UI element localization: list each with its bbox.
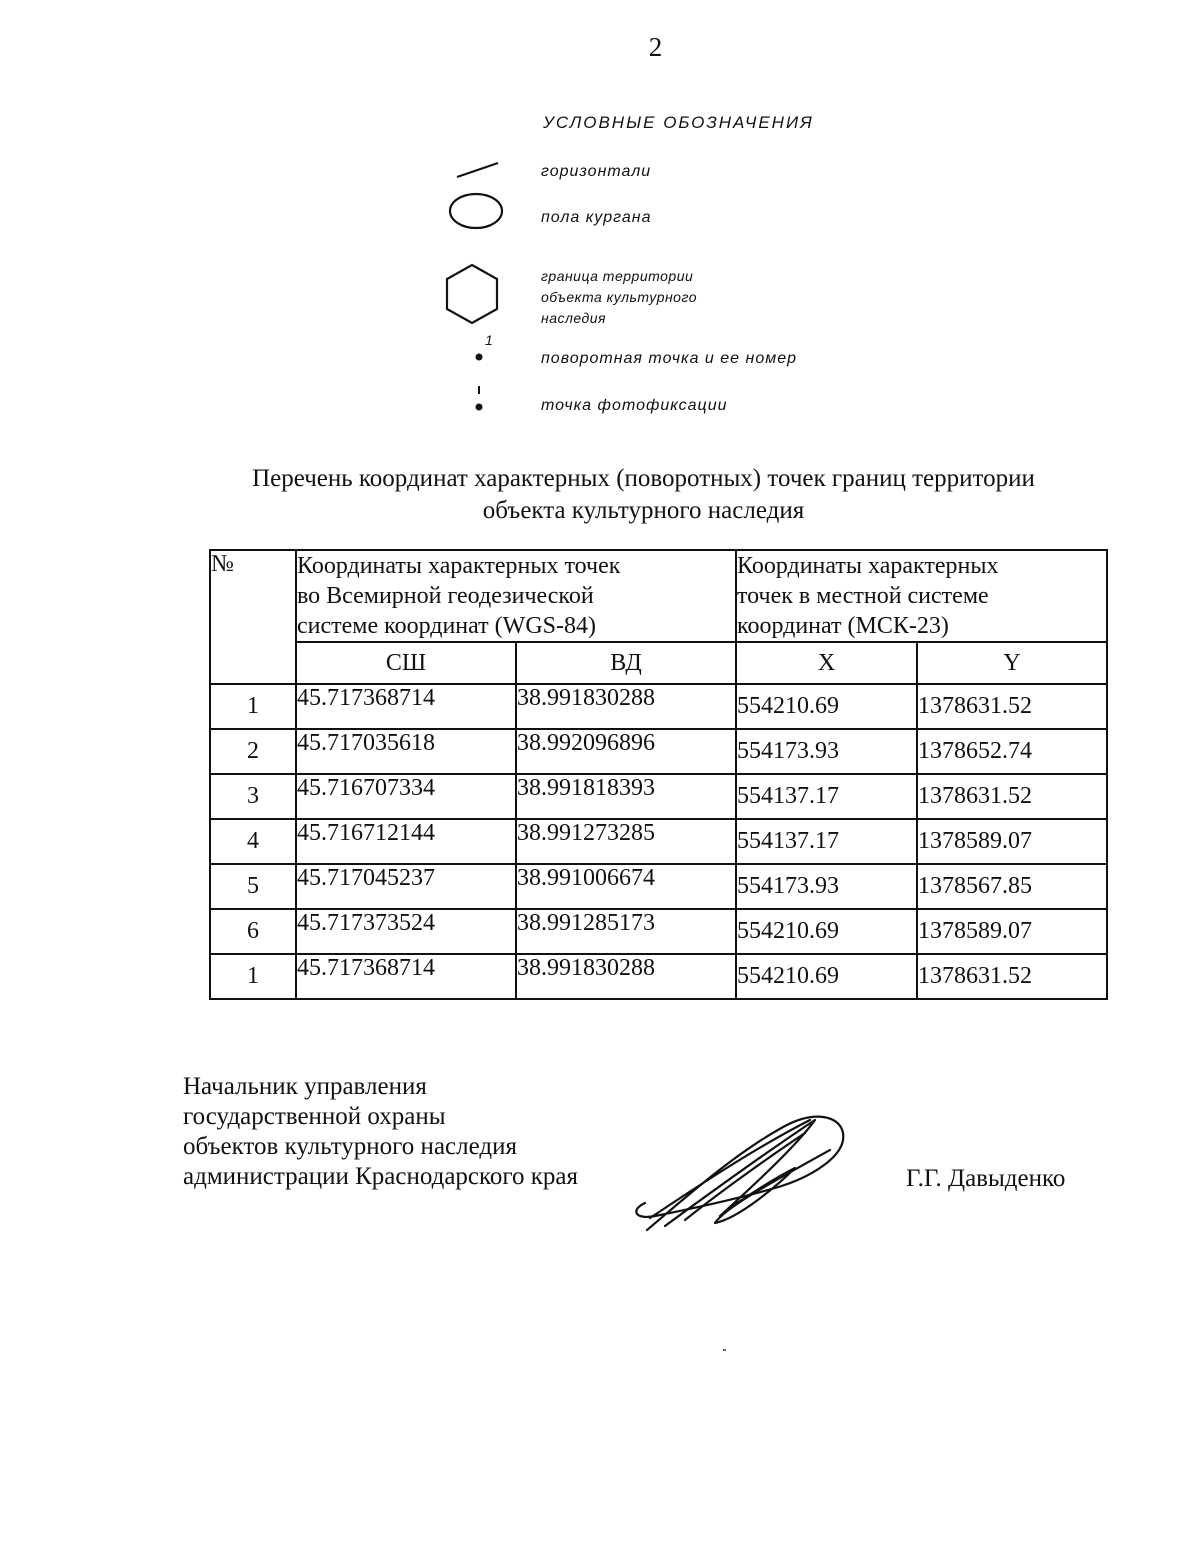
header-msk23 (736, 550, 1107, 642)
cell-x: 554210.69 (736, 909, 917, 954)
cell-latitude: 45.716707334 (296, 774, 516, 819)
row-number: 6 (210, 909, 296, 954)
handwritten-signature (625, 1108, 865, 1243)
table-row (210, 819, 1107, 864)
cell-latitude: 45.716712144 (296, 819, 516, 864)
scan-speck (723, 1349, 726, 1351)
legend-label-turning-point: поворотная точка и ее номер (541, 350, 797, 367)
cell-x: 554137.17 (736, 819, 917, 864)
list-title (0, 463, 1200, 527)
cell-y: 1378589.07 (917, 909, 1107, 954)
signatory-title-line-3: объектов культурного наследия (183, 1133, 517, 1160)
cell-x: 554173.93 (736, 729, 917, 774)
header-wgs84-line-3: системе координат (WGS-84) (297, 613, 596, 639)
table-row (210, 864, 1107, 909)
row-number: 3 (210, 774, 296, 819)
cell-y: 1378631.52 (917, 774, 1107, 819)
cell-latitude: 45.717035618 (296, 729, 516, 774)
page-number: 2 (648, 32, 663, 62)
cell-longitude: 38.991818393 (516, 774, 736, 819)
cell-longitude: 38.991830288 (516, 684, 736, 729)
signatory-title-line-1: Начальник управления (183, 1073, 427, 1100)
table-row (210, 909, 1107, 954)
row-number: 4 (210, 819, 296, 864)
header-number: № (210, 550, 296, 684)
cell-longitude: 38.991273285 (516, 819, 736, 864)
row-number: 5 (210, 864, 296, 909)
cell-y: 1378589.07 (917, 819, 1107, 864)
legend-label-boundary-3: наследия (541, 310, 607, 326)
cell-x: 554210.69 (736, 954, 917, 999)
header-wgs84 (296, 550, 736, 642)
cell-x: 554210.69 (736, 684, 917, 729)
legend-label-boundary-2: объекта культурного (541, 289, 698, 305)
photo-point-icon (472, 384, 486, 414)
cell-longitude: 38.991285173 (516, 909, 736, 954)
list-title-line-2: объекта культурного наследия (482, 497, 805, 524)
cell-y: 1378631.52 (917, 954, 1107, 999)
cell-longitude: 38.991830288 (516, 954, 736, 999)
header-wgs84-line-2: во Всемирной геодезической (297, 583, 594, 609)
cell-x: 554137.17 (736, 774, 917, 819)
list-title-line-1: Перечень координат характерных (поворотных) точек границ территории (252, 465, 1035, 492)
header-msk23-line-3: координат (МСК-23) (737, 613, 949, 639)
header-y: Y (917, 642, 1107, 684)
legend-label-photo-point: точка фотофиксации (541, 397, 728, 414)
row-number: 2 (210, 729, 296, 774)
table-row (210, 729, 1107, 774)
table-row (210, 954, 1107, 999)
cell-y: 1378652.74 (917, 729, 1107, 774)
table-row (210, 774, 1107, 819)
table-row (210, 684, 1107, 729)
row-number: 1 (210, 954, 296, 999)
signatory-title-line-2: государственной охраны (183, 1103, 446, 1130)
hexagon-icon (442, 260, 502, 330)
legend-title: УСЛОВНЫЕ ОБОЗНАЧЕНИЯ (543, 113, 814, 132)
signatory-name: Г.Г. Давыденко (906, 1165, 1066, 1192)
header-msk23-line-2: точек в местной системе (737, 583, 989, 609)
header-msk23-line-1: Координаты характерных (737, 553, 999, 579)
row-number: 1 (210, 684, 296, 729)
header-longitude: ВД (516, 642, 736, 684)
numbered-dot-icon (472, 350, 486, 364)
legend-label-contours: горизонтали (541, 163, 652, 180)
cell-x: 554173.93 (736, 864, 917, 909)
header-x: X (736, 642, 917, 684)
cell-latitude: 45.717373524 (296, 909, 516, 954)
cell-y: 1378567.85 (917, 864, 1107, 909)
ellipse-icon (447, 190, 505, 232)
legend-point-number: 1 (485, 332, 493, 348)
header-latitude: СШ (296, 642, 516, 684)
legend-label-boundary-1: граница территории (541, 268, 694, 284)
contour-line-icon (455, 160, 501, 180)
signatory-title-line-4: администрации Краснодарского края (183, 1163, 579, 1190)
cell-latitude: 45.717045237 (296, 864, 516, 909)
cell-longitude: 38.992096896 (516, 729, 736, 774)
cell-y: 1378631.52 (917, 684, 1107, 729)
signatory-title (183, 1072, 578, 1192)
header-wgs84-line-1: Координаты характерных точек (297, 553, 621, 579)
coordinates-table (209, 549, 1108, 1000)
legend-label-mound: пола кургана (541, 209, 652, 226)
cell-latitude: 45.717368714 (296, 684, 516, 729)
cell-longitude: 38.991006674 (516, 864, 736, 909)
cell-latitude: 45.717368714 (296, 954, 516, 999)
